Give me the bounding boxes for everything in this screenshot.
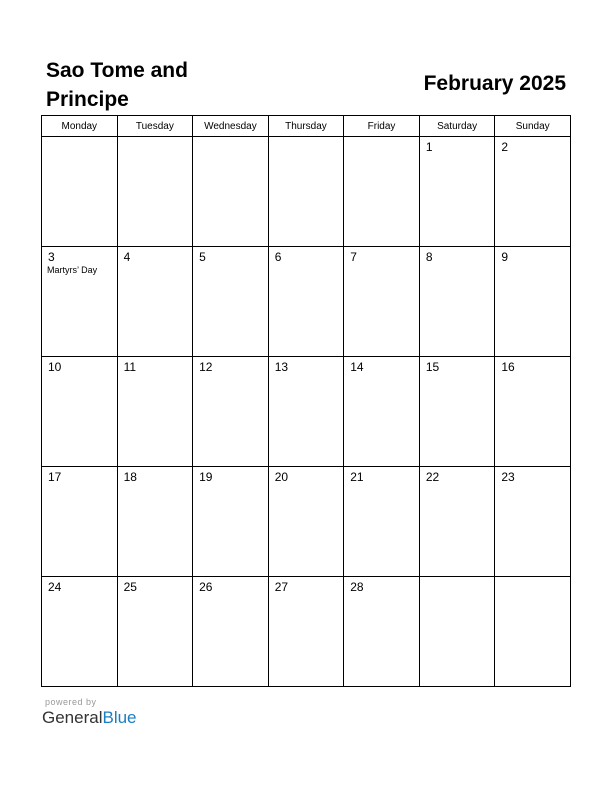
day-number: 6 (274, 250, 282, 264)
weekday-header-wednesday: Wednesday (193, 116, 269, 137)
day-number: 19 (199, 470, 213, 484)
day-number (344, 137, 419, 140)
day-cell (495, 247, 571, 357)
holiday-label: Martyrs’ Day (47, 265, 98, 275)
day-cell (495, 137, 571, 247)
day-cell (344, 467, 420, 577)
day-cell (268, 357, 344, 467)
brand-name-general: General (42, 708, 103, 727)
day-cell (42, 137, 118, 247)
day-cell (117, 357, 193, 467)
day-number (269, 137, 344, 140)
day-number: 5 (199, 250, 206, 264)
day-number: 26 (199, 580, 213, 594)
day-number: 2 (501, 140, 509, 154)
day-number: 8 (425, 250, 433, 264)
weekday-header-row (42, 116, 571, 137)
day-cell (193, 137, 269, 247)
day-cell (419, 247, 495, 357)
powered-by-label: powered by (45, 697, 97, 707)
day-cell (268, 137, 344, 247)
weekday-header-thursday: Thursday (268, 116, 344, 137)
day-number: 7 (350, 250, 357, 264)
weekday-header-monday: Monday (42, 116, 118, 137)
day-cell (419, 357, 495, 467)
day-number (118, 137, 193, 140)
day-cell (193, 247, 269, 357)
day-number: 27 (274, 580, 289, 594)
day-cell (268, 467, 344, 577)
day-cell (495, 577, 571, 687)
day-number: 23 (501, 470, 515, 484)
day-number: 3 (48, 250, 55, 264)
day-number: 18 (123, 470, 137, 484)
day-cell (495, 357, 571, 467)
day-cell (419, 467, 495, 577)
day-cell (117, 137, 193, 247)
day-number: 24 (48, 580, 62, 594)
calendar-grid (41, 115, 571, 687)
day-cell (419, 137, 495, 247)
day-cell (42, 357, 118, 467)
day-number: 16 (501, 360, 515, 374)
day-cell (344, 577, 420, 687)
day-cell (268, 247, 344, 357)
day-number: 9 (501, 250, 509, 264)
day-cell (117, 577, 193, 687)
week-row (42, 467, 571, 577)
week-row (42, 357, 571, 467)
day-number: 11 (123, 360, 137, 374)
weekday-header-friday: Friday (344, 116, 420, 137)
day-cell (42, 247, 118, 357)
day-number: 22 (425, 470, 440, 484)
day-number: 1 (425, 140, 433, 154)
day-number (193, 137, 268, 140)
day-cell (193, 467, 269, 577)
day-number: 15 (425, 360, 440, 374)
month-title: February 2025 (423, 72, 566, 95)
day-number: 20 (274, 470, 289, 484)
day-number (42, 137, 117, 140)
day-number (420, 577, 495, 580)
weekday-header-tuesday: Tuesday (117, 116, 193, 137)
day-cell (419, 577, 495, 687)
day-number: 17 (48, 470, 62, 484)
day-cell (344, 137, 420, 247)
week-row (42, 247, 571, 357)
day-cell (42, 577, 118, 687)
weekday-header-saturday: Saturday (419, 116, 495, 137)
day-cell (193, 577, 269, 687)
day-number: 13 (274, 360, 289, 374)
day-number: 25 (123, 580, 137, 594)
day-cell (193, 357, 269, 467)
day-number: 4 (123, 250, 131, 264)
day-cell (117, 247, 193, 357)
day-number (495, 577, 570, 580)
day-number: 28 (350, 580, 364, 594)
brand-logo[interactable] (42, 708, 137, 728)
week-row (42, 137, 571, 247)
day-cell (42, 467, 118, 577)
country-title: Sao Tome and Principe (46, 59, 188, 111)
day-number: 10 (48, 360, 62, 374)
day-cell (117, 467, 193, 577)
day-cell (344, 357, 420, 467)
weekday-header-sunday: Sunday (495, 116, 571, 137)
week-row (42, 577, 571, 687)
day-number: 12 (199, 360, 213, 374)
day-number: 21 (350, 470, 364, 484)
day-cell (344, 247, 420, 357)
day-cell (268, 577, 344, 687)
day-cell (495, 467, 571, 577)
brand-name-blue: Blue (102, 708, 137, 727)
day-number: 14 (350, 360, 364, 374)
